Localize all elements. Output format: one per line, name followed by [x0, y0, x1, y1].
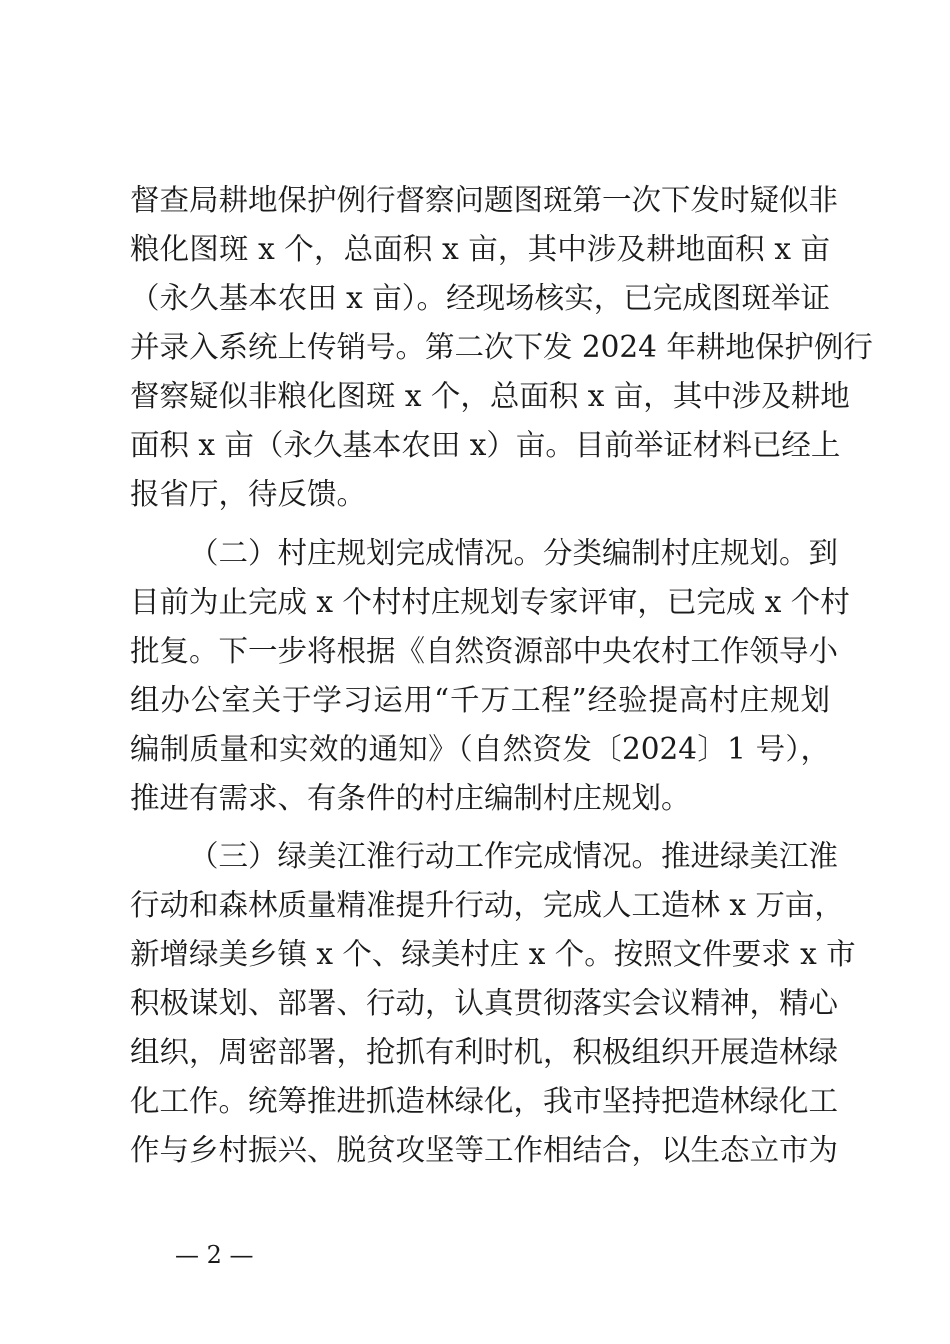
text-line: 督察疑似非粮化图斑 x 个，总面积 x 亩，其中涉及耕地 [130, 379, 850, 413]
text-line: 作与乡村振兴、脱贫攻坚等工作相结合，以生态立市为 [130, 1133, 839, 1167]
text-line: 组办公室关于学习运用“千万工程”经验提高村庄规划 [130, 683, 830, 717]
text-line: （二）村庄规划完成情况。分类编制村庄规划。到 [189, 536, 839, 570]
text-line: 督查局耕地保护例行督察问题图斑第一次下发时疑似非 [130, 183, 839, 217]
text-line: 粮化图斑 x 个，总面积 x 亩，其中涉及耕地面积 x 亩 [130, 232, 830, 266]
text-line: 批复。下一步将根据《自然资源部中央农村工作领导小 [130, 634, 839, 668]
text-line: 并录入系统上传销号。第二次下发 2024 年耕地保护例行 [130, 330, 873, 364]
text-line: 推进有需求、有条件的村庄编制村庄规划。 [130, 781, 691, 815]
text-line: 化工作。统筹推进抓造林绿化，我市坚持把造林绿化工 [130, 1084, 839, 1118]
text-line: 面积 x 亩（永久基本农田 x）亩。目前举证材料已经上 [130, 428, 841, 462]
text-line: 报省厅，待反馈。 [130, 477, 367, 511]
text-line: 行动和森林质量精准提升行动，完成人工造林 x 万亩， [130, 888, 844, 922]
page-number: — 2 — [175, 1241, 254, 1269]
text-line: 组织，周密部署，抢抓有利时机，积极组织开展造林绿 [130, 1035, 839, 1069]
text-line: 目前为止完成 x 个村村庄规划专家评审，已完成 x 个村 [130, 585, 850, 619]
text-line: 编制质量和实效的通知》（自然资发〔2024〕1 号）， [130, 732, 830, 766]
text-line: 积极谋划、部署、行动，认真贯彻落实会议精神，精心 [130, 986, 839, 1020]
text-line: 新增绿美乡镇 x 个、绿美村庄 x 个。按照文件要求 x 市 [130, 937, 856, 971]
text-line: （永久基本农田 x 亩）。经现场核实，已完成图斑举证 [130, 281, 830, 315]
text-line: （三）绿美江淮行动工作完成情况。推进绿美江淮 [189, 839, 839, 873]
